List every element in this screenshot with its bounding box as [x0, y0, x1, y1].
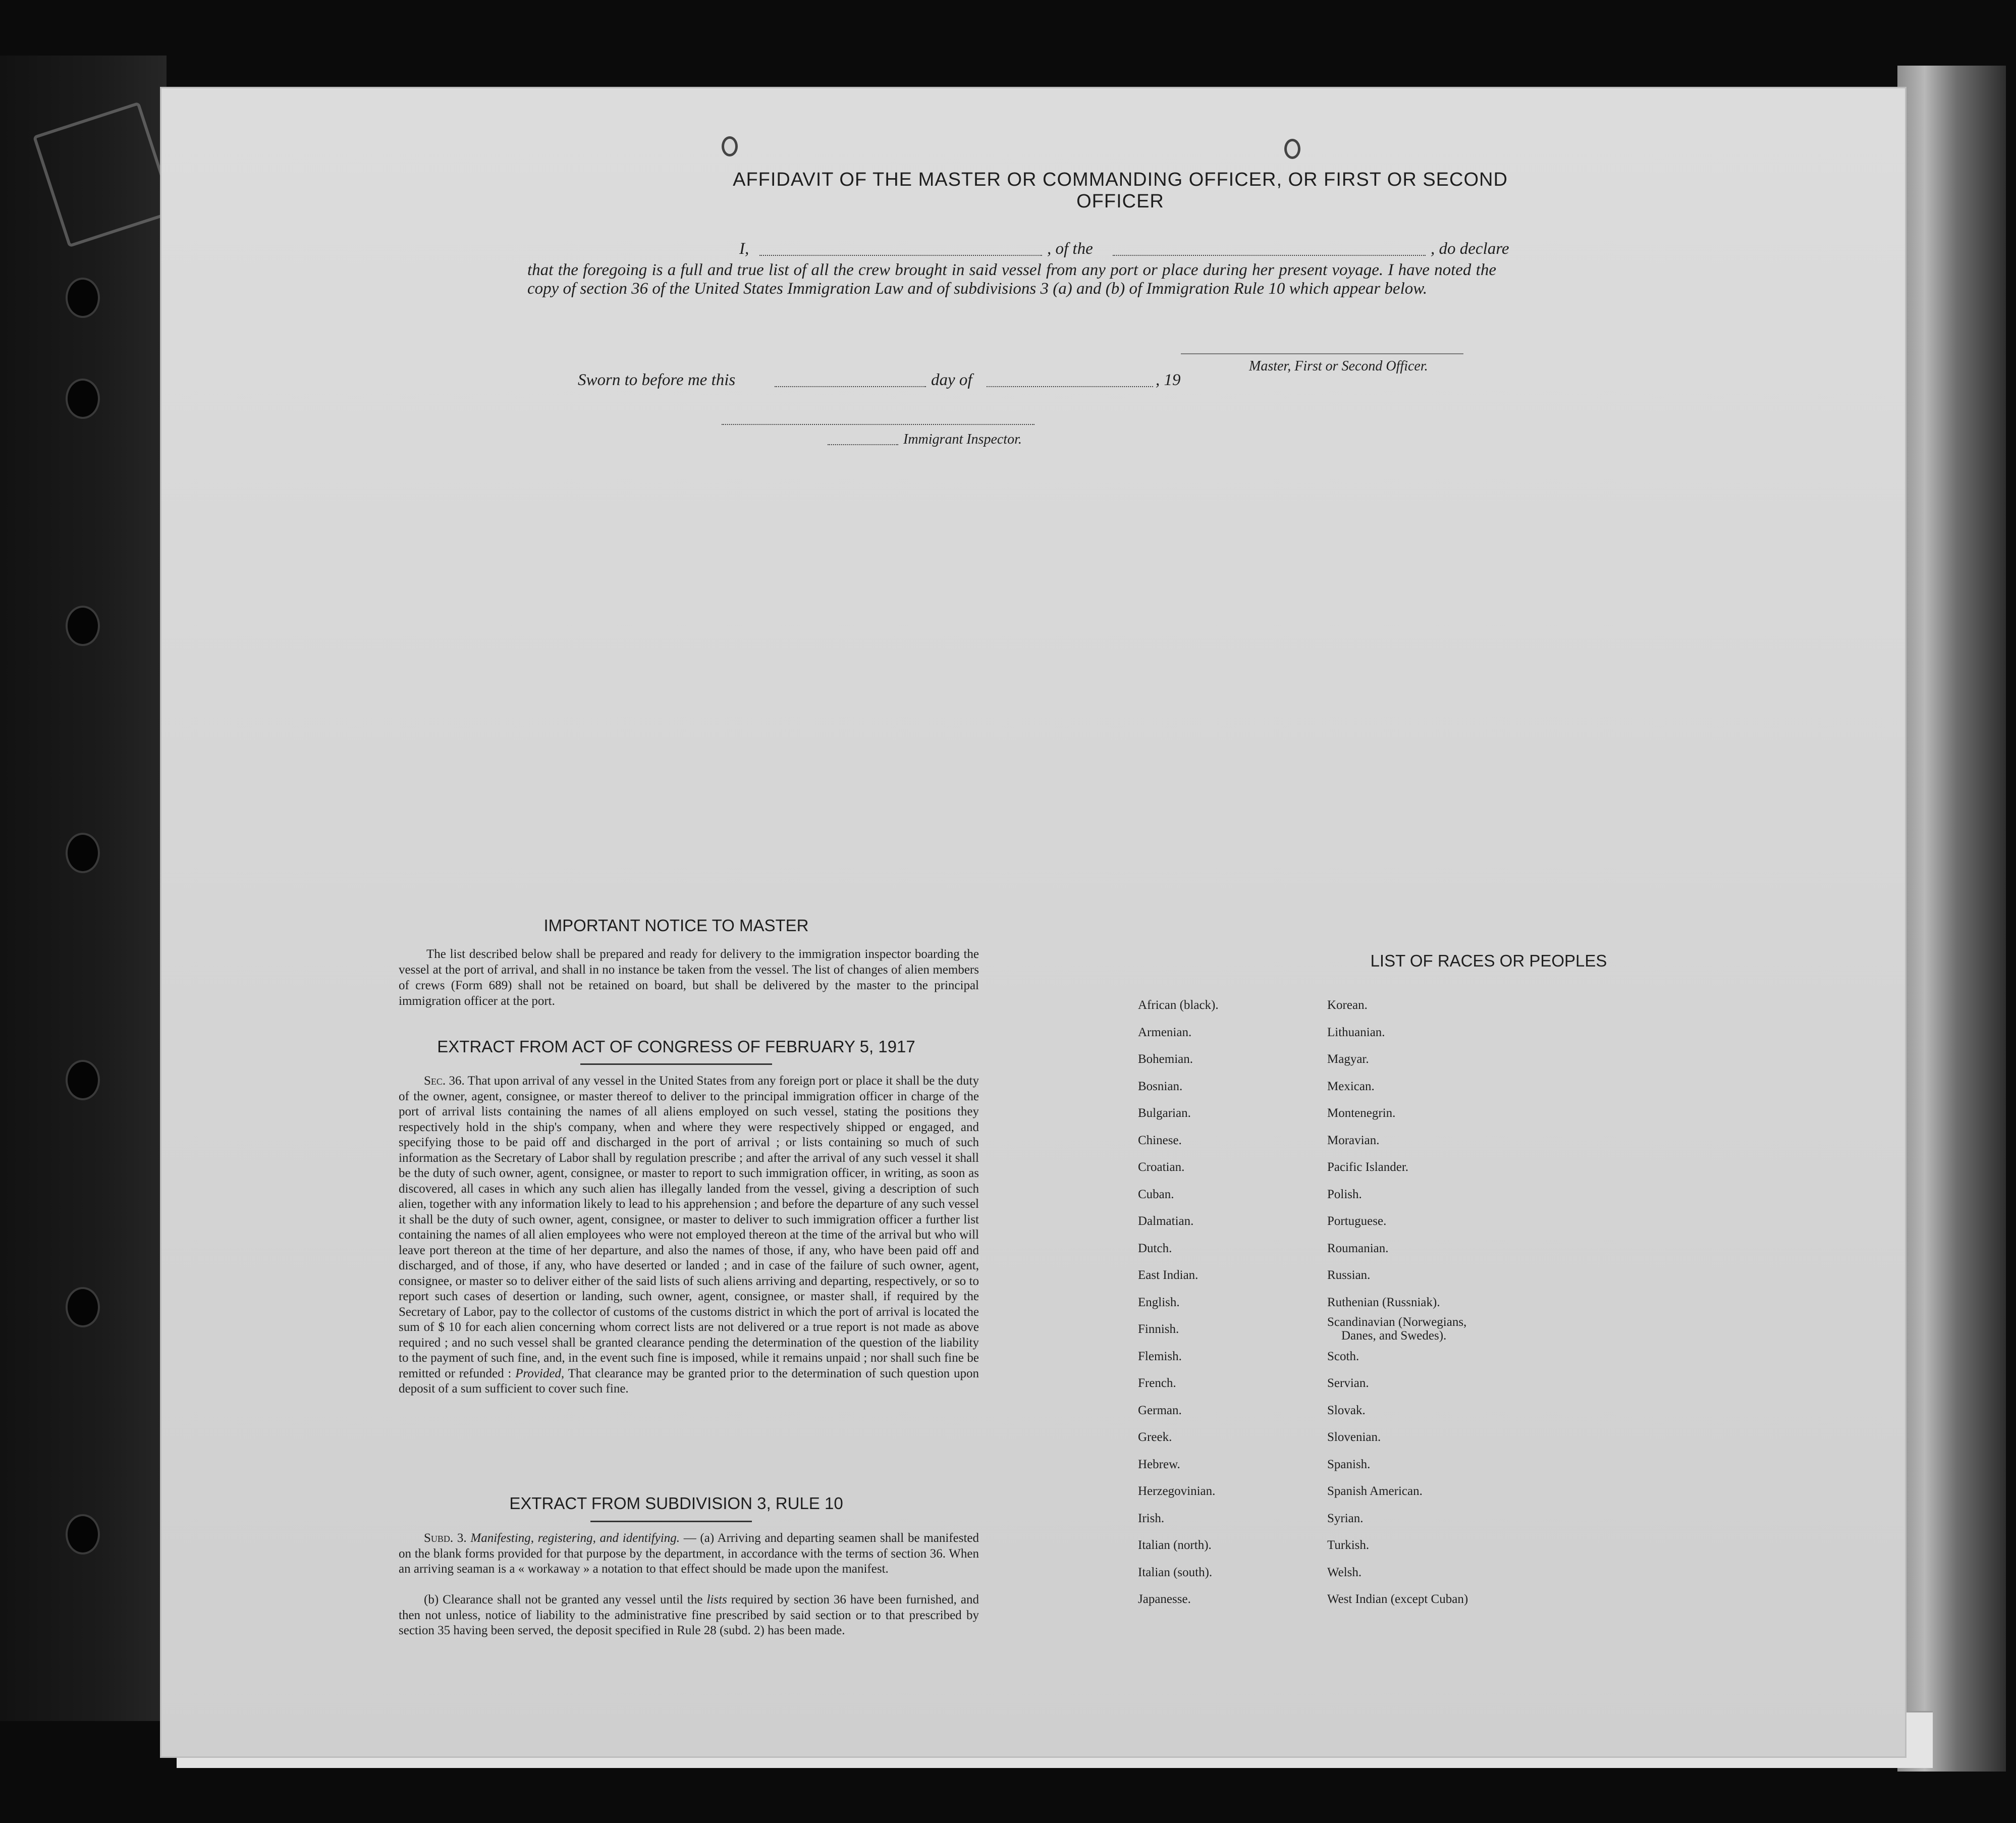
act-provided-text: That clearance may be granted prior to the determination of such question upon deposit of a sum sufficient to cover such fine.	[399, 1366, 979, 1396]
document-page	[161, 88, 1905, 1756]
year-label: , 19	[1156, 371, 1181, 389]
sworn-label: Sworn to before me this	[578, 371, 736, 389]
inspector-signature-line-1[interactable]	[722, 424, 1034, 425]
race-item: Scoth.	[1327, 1349, 1359, 1363]
race-item: Hebrew.	[1138, 1457, 1180, 1471]
rule-para-b-label: (b)	[424, 1593, 439, 1606]
act-provided-label: Provided,	[515, 1366, 565, 1380]
binder-edge	[0, 56, 167, 1721]
vessel-name-field[interactable]	[1113, 255, 1426, 256]
race-item: East Indian.	[1138, 1268, 1198, 1282]
binder-strap	[33, 101, 176, 247]
race-item: Spanish American.	[1327, 1484, 1423, 1498]
act-extract-title: EXTRACT FROM ACT OF CONGRESS OF FEBRUARY 5, 1917	[437, 1037, 915, 1056]
race-item: Montenegrin.	[1327, 1106, 1396, 1120]
race-item: Magyar.	[1327, 1052, 1369, 1066]
race-item: Servian.	[1327, 1376, 1369, 1390]
race-item: Danes, and Swedes).	[1341, 1329, 1447, 1343]
races-title: LIST OF RACES OR PEOPLES	[1370, 951, 1607, 970]
act-section-body: That upon arrival of any vessel in the United States from any foreign port or place it shall be the duty of the owner, agent, consignee, or master thereof to deliver to the principal immigration officer in charge of the port of arrival lists containing the names of all aliens employed on such vessel, stating the positions they respectively hold in the ship's company, when and where they were respectively shipped or engaged, and specifying those to be paid off and discharged in the port of arrival ; or lists containing so much of such information as the Secretary of Labor shall by regulation prescribe ; and after the arrival of any such vessel it shall be the duty of such owner, agent, consignee, or master to report to such immigration officer, in writing, as soon as discovered, all cases in which any such alien has illegally landed from the vessel, giving a description of such alien, together with any information likely to lead to his apprehension ; and before the departure of any such vessel it shall be the duty of such owner, agent, consignee, or master to deliver to such immigration officer a further list containing the names of all alien employees who were not employed thereon at the time of the arrival but who will leave port thereon at the time of her departure, and also the names of those, if any, who have been paid off and discharged, and of those, if any, who have deserted or landed ; and in case of the failure of such owner, agent, consignee, or master so to deliver either of the said lists of such aliens arriving and departing, respectively, or so to report such cases of desertion or landing, such owner, agent, consignee, or master shall, if required by the Secretary of Labor, pay to the collector of customs of the customs district in which the port of arrival is located the sum of $ 10 for each alien concerning whom correct lists are not delivered or a true report is not made as above required ; and no such vessel shall be granted clearance pending the determination of the question of the liability to the payment of such fine, and, in the event such fine is imposed, while it remains unpaid ; nor shall such fine be remitted or refunded :	[399, 1074, 979, 1380]
affidavit-of-the-label: , of the	[1047, 240, 1093, 258]
notice-body: The list described below shall be prepared and ready for delivery to the immigration inspector boarding the vessel at the port of arrival, and shall in no instance be taken from the vessel. The list of changes of alien members of crews (Form 689) shall not be retained on board, but shall be delivered by the master to the principal immigration officer at the port.	[399, 947, 979, 1008]
inspector-signature-line-2[interactable]	[828, 444, 898, 445]
rule-para-b-lists: lists	[706, 1593, 727, 1606]
rule-extract-title: EXTRACT FROM SUBDIVISION 3, RULE 10	[509, 1494, 843, 1513]
race-item: Pacific Islander.	[1327, 1160, 1409, 1174]
sworn-day-field[interactable]	[775, 386, 926, 387]
binder-hole	[66, 278, 100, 318]
race-item: Slovenian.	[1327, 1430, 1381, 1444]
race-item: Syrian.	[1327, 1511, 1364, 1525]
affidavit-text	[527, 240, 1509, 298]
race-item: Croatian.	[1138, 1160, 1185, 1174]
race-item: Chinese.	[1138, 1133, 1182, 1147]
day-of-label: day of	[931, 371, 972, 389]
sworn-month-field[interactable]	[987, 386, 1153, 387]
race-item: Dutch.	[1138, 1241, 1172, 1255]
binder-hole	[66, 1287, 100, 1327]
binder-hole	[66, 606, 100, 646]
race-item: English.	[1138, 1295, 1180, 1309]
race-item: Roumanian.	[1327, 1241, 1389, 1255]
race-item: West Indian (except Cuban)	[1327, 1592, 1468, 1606]
rule-title-rule	[590, 1521, 752, 1522]
affidavit-i-label: I,	[739, 240, 749, 258]
race-item: Polish.	[1327, 1187, 1362, 1201]
rule-paragraph-b	[399, 1592, 979, 1639]
master-name-field[interactable]	[759, 255, 1042, 256]
binder-hole	[66, 1514, 100, 1554]
race-item: Russian.	[1327, 1268, 1371, 1282]
race-item: Italian (north).	[1138, 1538, 1212, 1552]
affidavit-do-declare-label: , do declare	[1431, 240, 1509, 258]
master-signature-label: Master, First or Second Officer.	[1249, 358, 1428, 374]
races-left-column	[1138, 992, 1219, 1613]
rule-paragraph-a	[399, 1531, 979, 1577]
master-signature-line[interactable]	[1181, 353, 1463, 354]
race-item: Spanish.	[1327, 1457, 1371, 1471]
race-item: Lithuanian.	[1327, 1025, 1385, 1039]
punch-hole	[722, 136, 738, 156]
race-item: Bohemian.	[1138, 1052, 1193, 1066]
race-item: Korean.	[1327, 998, 1368, 1012]
race-item: Japanesse.	[1138, 1592, 1191, 1606]
race-item: Herzegovinian.	[1138, 1484, 1216, 1498]
races-right-column	[1327, 992, 1468, 1613]
race-item: Dalmatian.	[1138, 1214, 1194, 1228]
binder-hole	[66, 833, 100, 873]
affidavit-declaration: that the foregoing is a full and true list of all the crew brought in said vessel from any port or place during her present voyage. I have noted the copy of section 36 of the United States Immigration Law and of subdivisions 3 (a) and (b) of Immigration Rule 10 which appear below.	[527, 261, 1496, 298]
race-item: Flemish.	[1138, 1349, 1182, 1363]
race-item: Bulgarian.	[1138, 1106, 1191, 1120]
race-item: Italian (south).	[1138, 1565, 1213, 1579]
inspector-label: Immigrant Inspector.	[903, 432, 1022, 447]
race-item: African (black).	[1138, 998, 1219, 1012]
race-item: Irish.	[1138, 1511, 1165, 1525]
race-item: French.	[1138, 1376, 1176, 1390]
rule-subd-label: Subd. 3.	[424, 1531, 467, 1545]
rule-subd-heading: Manifesting, registering, and identifying.	[470, 1531, 680, 1545]
race-item: Mexican.	[1327, 1079, 1375, 1093]
race-item: Finnish.	[1138, 1322, 1179, 1336]
binder-hole	[66, 379, 100, 419]
act-section-label: Sec. 36.	[424, 1074, 465, 1088]
act-title-rule	[580, 1063, 772, 1065]
rule-para-b-text-2: required by section 36 have been furnished, and then not unless, notice of liability to the administrative fine prescribed by said section or to that prescribed by section 35 having been served, the deposit specified in Rule 28 (subd. 2) has been made.	[399, 1593, 979, 1637]
rule-para-a-text: Arriving and departing seamen shall be manifested on the blank forms provided for that purpose by the department, in accordance with the terms of section 36. When an arriving seaman is a « workaway » a notation to that effect should be made upon the manifest.	[399, 1531, 979, 1576]
race-item: German.	[1138, 1403, 1182, 1417]
race-item: Portuguese.	[1327, 1214, 1387, 1228]
race-item: Turkish.	[1327, 1538, 1370, 1552]
race-item: Bosnian.	[1138, 1079, 1183, 1093]
race-item: Welsh.	[1327, 1565, 1362, 1579]
act-section-36	[399, 1074, 979, 1397]
race-item: Armenian.	[1138, 1025, 1192, 1039]
race-item: Moravian.	[1327, 1133, 1380, 1147]
rule-para-b-text-1: Clearance shall not be granted any vessel until the	[443, 1593, 703, 1606]
race-item: Cuban.	[1138, 1187, 1174, 1201]
race-item: Scandinavian (Norwegians,	[1327, 1315, 1467, 1329]
affidavit-title: AFFIDAVIT OF THE MASTER OR COMMANDING OFFICER, OR FIRST OR SECOND OFFICER	[733, 169, 1508, 212]
punch-hole	[1284, 139, 1300, 159]
rule-para-a-label: — (a)	[683, 1531, 715, 1545]
race-item: Ruthenian (Russniak).	[1327, 1295, 1440, 1309]
race-item: Greek.	[1138, 1430, 1172, 1444]
notice-title: IMPORTANT NOTICE TO MASTER	[543, 916, 809, 935]
race-item: Slovak.	[1327, 1403, 1366, 1417]
next-page-edge	[1897, 66, 2006, 1772]
binder-hole	[66, 1060, 100, 1100]
